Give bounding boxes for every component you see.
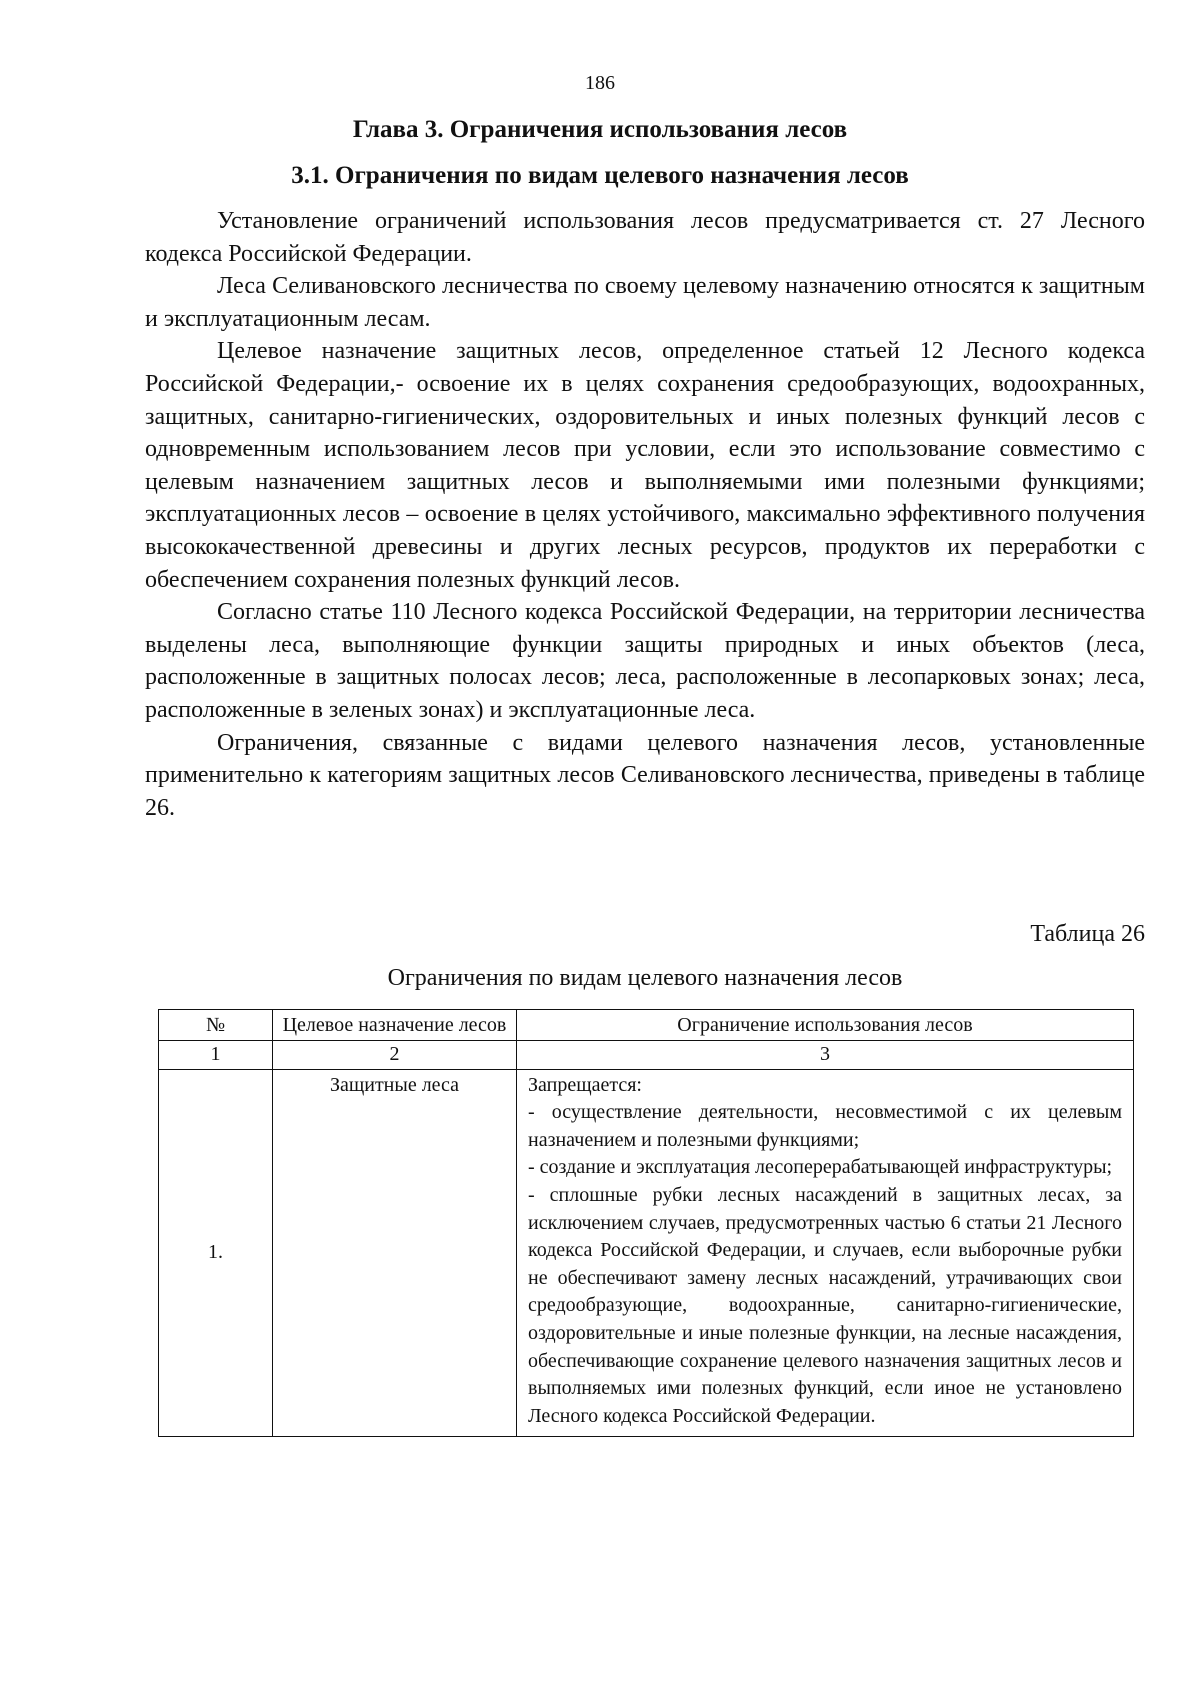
paragraph: Согласно статье 110 Лесного кодекса Российской Федерации, на территории лесничества выделены леса, выполняющие функции защиты природных и иных объектов (леса, расположенные в защитных полосах лесов; леса, расположенные в лесопарковых зонах; леса, расположенные в зеленых зонах) и эксплуатационные леса. xyxy=(145,599,1145,723)
restriction-item: - сплошные рубки лесных насаждений в защитных лесах, за исключением случаев, предусмотренных частью 6 статьи 21 Лесного кодекса Российской Федерации, и случаев, если выборочные рубки не обеспечивают замену лесных насаждений, утрачивающих свои средообразующие, водоохранные, санитарно-гигиенические, оздоровительные и иные полезные функции, на лесные насаждения, обеспечивающие сохранение целевого назначения защитных лесов и выполняемых ими полезных функций, если иное не установлено Лесного кодекса Российской Федерации. xyxy=(528,1183,1122,1427)
paragraph: Ограничения, связанные с видами целевого назначения лесов, установленные применительно к категориям защитных лесов Селивановского лесничества, приведены в таблице 26. xyxy=(145,729,1145,821)
paragraph: Установление ограничений использования лесов предусматривается ст. 27 Лесного кодекса Российской Федерации. xyxy=(145,208,1145,267)
table-label: Таблица 26 xyxy=(1030,921,1145,947)
header-number: № xyxy=(159,1010,273,1041)
paragraph: Целевое назначение защитных лесов, определенное статьей 12 Лесного кодекса Российской Федерации,- освоение их в целях сохранения средообразующих, водоохранных, защитных, санитарно-гигиенических, оздоровительных и иных полезных функций лесов с одновременным использованием лесов при условии, если это использование совместимо с целевым назначением защитных лесов и выполняемыми ими полезными функциями; эксплуатационных лесов – освоение в целях устойчивого, максимально эффективного получения высококачественной древесины и других лесных ресурсов, продуктов их переработки с обеспечением сохранения полезных функций лесов. xyxy=(145,338,1145,593)
section-title: 3.1. Ограничения по видам целевого назначения лесов xyxy=(291,162,909,189)
column-number: 3 xyxy=(517,1040,1134,1069)
restriction-intro: Запрещается: xyxy=(528,1073,642,1096)
table-caption: Ограничения по видам целевого назначения лесов xyxy=(387,965,903,991)
header-restriction: Ограничение использования лесов xyxy=(517,1010,1134,1041)
chapter-title: Глава 3. Ограничения использования лесов xyxy=(352,116,848,143)
page-number: 186 xyxy=(585,72,615,94)
column-number: 1 xyxy=(159,1040,273,1069)
row-restriction xyxy=(517,1069,1134,1437)
table-row xyxy=(159,1069,1134,1437)
body-text xyxy=(145,205,1145,824)
paragraph: Леса Селивановского лесничества по своему целевому назначению относятся к защитным и эксплуатационным лесам. xyxy=(145,273,1145,332)
header-purpose: Целевое назначение лесов xyxy=(273,1010,517,1041)
restriction-item: - создание и эксплуатация лесоперерабатывающей инфраструктуры; xyxy=(528,1156,1113,1179)
restrictions-table xyxy=(158,1009,1134,1437)
column-number: 2 xyxy=(273,1040,517,1069)
row-purpose: Защитные леса xyxy=(273,1069,517,1437)
restriction-item: - осуществление деятельности, несовместимой с их целевым назначением и полезными функциями; xyxy=(528,1101,1122,1151)
row-number: 1. xyxy=(159,1069,273,1437)
table-header-row xyxy=(159,1010,1134,1041)
column-number-row xyxy=(159,1040,1134,1069)
